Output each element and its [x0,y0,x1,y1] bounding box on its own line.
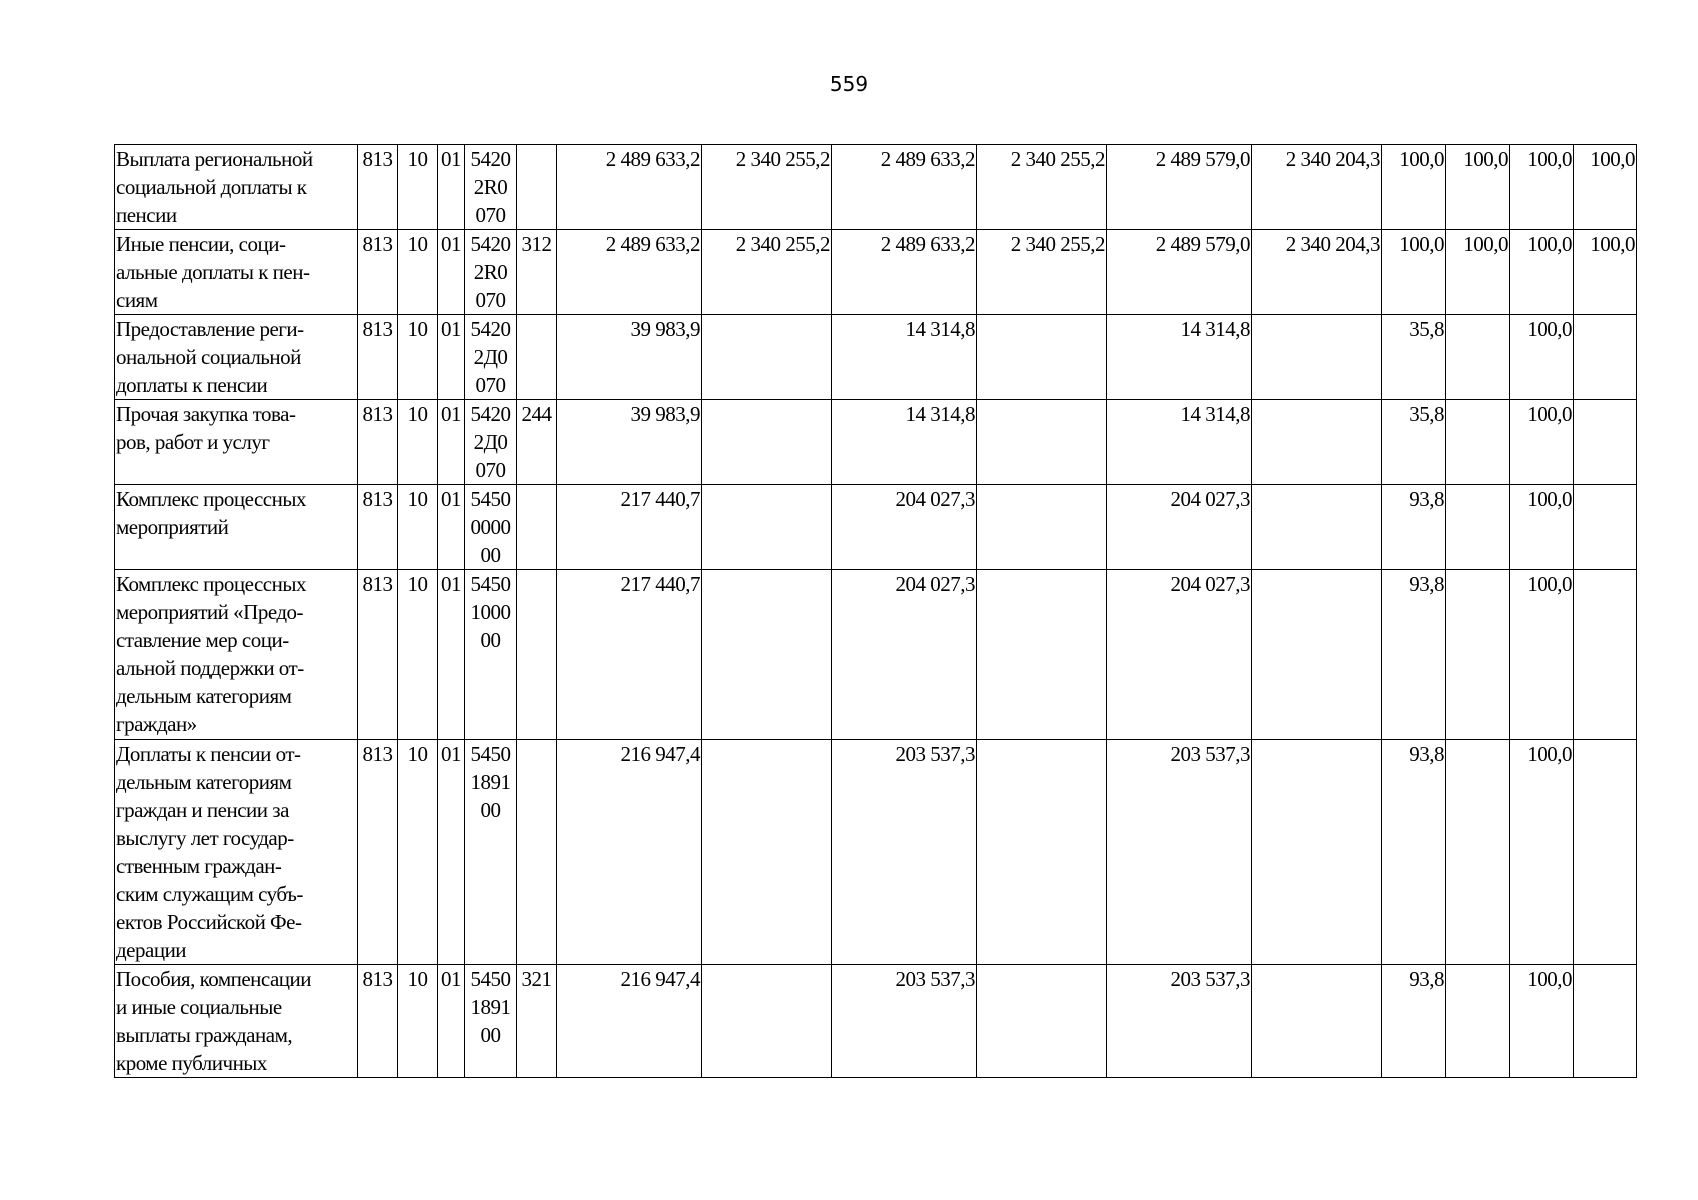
amount-cell [702,400,832,485]
percent-cell: 100,0 [1510,740,1574,965]
target-article-cell [465,965,517,1078]
grbs-code-cell: 813 [358,570,398,740]
page-number: 559 [829,72,869,96]
target-article-line: 5420 [470,147,511,171]
amount-cell: 2 489 579,0 [1107,230,1252,315]
item-name-line: сиям [116,288,158,312]
amount-cell: 2 340 255,2 [702,145,832,230]
item-name-cell [115,740,358,965]
item-name-line: мероприятий [116,515,229,539]
target-article-line: 2Д0 [473,345,508,369]
amount-cell [977,315,1107,400]
amount-cell: 2 489 633,2 [832,145,977,230]
amount-cell: 2 340 204,3 [1252,145,1382,230]
item-name-cell [115,145,358,230]
item-name-line: и иные социальные [116,995,282,1019]
percent-cell [1446,485,1510,570]
target-article-line: 070 [475,203,506,227]
amount-cell: 2 489 633,2 [557,230,702,315]
section-code-cell: 10 [398,740,438,965]
section-code-cell: 10 [398,315,438,400]
amount-cell: 204 027,3 [1107,485,1252,570]
subsection-code-cell: 01 [438,400,465,485]
amount-cell [1252,485,1382,570]
percent-cell: 35,8 [1382,400,1446,485]
amount-cell: 2 340 204,3 [1252,230,1382,315]
amount-cell: 203 537,3 [832,740,977,965]
amount-cell: 14 314,8 [832,400,977,485]
target-article-line: 0000 [470,515,511,539]
grbs-code-cell: 813 [358,230,398,315]
target-article-cell [465,485,517,570]
percent-cell: 100,0 [1510,315,1574,400]
amount-cell [702,570,832,740]
subsection-code-cell: 01 [438,230,465,315]
expense-type-cell: 312 [517,230,557,315]
percent-cell [1574,965,1637,1078]
section-code-cell: 10 [398,230,438,315]
amount-cell: 217 440,7 [557,485,702,570]
item-name-line: дельным категориям [116,684,292,708]
percent-cell: 100,0 [1574,145,1637,230]
section-code-cell: 10 [398,145,438,230]
target-article-line: 2R0 [473,175,508,199]
section-code-cell: 10 [398,485,438,570]
item-name-line: Выплата региональной [116,147,313,171]
percent-cell [1574,400,1637,485]
percent-cell: 100,0 [1574,230,1637,315]
amount-cell [702,485,832,570]
amount-cell [1252,740,1382,965]
expense-type-cell [517,485,557,570]
item-name-cell [115,570,358,740]
section-code-cell: 10 [398,570,438,740]
target-article-line: 00 [480,543,501,567]
amount-cell: 39 983,9 [557,315,702,400]
target-article-line: 2R0 [473,260,508,284]
percent-cell: 100,0 [1446,145,1510,230]
amount-cell: 39 983,9 [557,400,702,485]
amount-cell: 216 947,4 [557,965,702,1078]
item-name-line: пенсии [116,203,177,227]
item-name-line: социальной доплаты к [116,175,307,199]
target-article-cell [465,570,517,740]
amount-cell [702,740,832,965]
grbs-code-cell: 813 [358,400,398,485]
percent-cell: 100,0 [1510,230,1574,315]
item-name-line: Комплекс процессных [116,572,306,596]
target-article-cell [465,145,517,230]
percent-cell: 100,0 [1510,485,1574,570]
amount-cell [1252,315,1382,400]
amount-cell [977,570,1107,740]
target-article-line: 5450 [470,487,511,511]
target-article-line: 1891 [470,770,511,794]
item-name-line: выплаты гражданам, [116,1023,293,1047]
item-name-line: Прочая закупка това- [116,402,296,426]
amount-cell: 203 537,3 [1107,740,1252,965]
percent-cell [1446,315,1510,400]
subsection-code-cell: 01 [438,145,465,230]
table-row [115,965,1637,1078]
subsection-code-cell: 01 [438,740,465,965]
item-name-line: альной поддержки от- [116,656,304,680]
target-article-cell [465,740,517,965]
grbs-code-cell: 813 [358,965,398,1078]
percent-cell: 93,8 [1382,570,1446,740]
amount-cell: 14 314,8 [1107,315,1252,400]
target-article-line: 00 [480,798,501,822]
expense-type-cell [517,315,557,400]
item-name-line: Комплекс процессных [116,487,306,511]
item-name-line: выслугу лет государ- [116,826,294,850]
subsection-code-cell: 01 [438,315,465,400]
target-article-line: 00 [480,628,501,652]
target-article-line: 070 [475,288,506,312]
item-name-cell [115,485,358,570]
item-name-line: мероприятий «Предо- [116,600,304,624]
amount-cell: 217 440,7 [557,570,702,740]
target-article-line: 5450 [470,967,511,991]
subsection-code-cell: 01 [438,965,465,1078]
item-name-line: ров, работ и услуг [116,430,270,454]
table-row [115,400,1637,485]
target-article-line: 5450 [470,572,511,596]
percent-cell [1446,570,1510,740]
section-code-cell: 10 [398,400,438,485]
item-name-line: Предоставление реги- [116,317,304,341]
expense-type-cell: 244 [517,400,557,485]
item-name-line: граждан и пенсии за [116,798,289,822]
grbs-code-cell: 813 [358,740,398,965]
percent-cell: 100,0 [1510,400,1574,485]
target-article-line: 5420 [470,232,511,256]
target-article-line: 070 [475,373,506,397]
item-name-cell [115,315,358,400]
item-name-line: ставление мер соци- [116,628,289,652]
amount-cell: 204 027,3 [832,485,977,570]
amount-cell [977,485,1107,570]
percent-cell: 100,0 [1446,230,1510,315]
table-body [115,145,1637,1078]
item-name-line: альные доплаты к пен- [116,260,310,284]
amount-cell: 203 537,3 [1107,965,1252,1078]
percent-cell [1446,740,1510,965]
percent-cell [1574,740,1637,965]
amount-cell [702,315,832,400]
table-row [115,315,1637,400]
target-article-line: 5450 [470,742,511,766]
target-article-line: 1891 [470,995,511,1019]
item-name-line: доплаты к пенсии [116,373,268,397]
target-article-line: 2Д0 [473,430,508,454]
item-name-line: граждан» [116,712,197,736]
amount-cell: 2 340 255,2 [702,230,832,315]
amount-cell: 14 314,8 [1107,400,1252,485]
item-name-line: Иные пенсии, соци- [116,232,286,256]
target-article-line: 5420 [470,317,511,341]
percent-cell: 100,0 [1382,230,1446,315]
item-name-line: дельным категориям [116,770,292,794]
grbs-code-cell: 813 [358,485,398,570]
amount-cell: 2 489 633,2 [557,145,702,230]
amount-cell [977,965,1107,1078]
target-article-line: 1000 [470,600,511,624]
item-name-line: кроме публичных [116,1051,267,1075]
percent-cell [1574,570,1637,740]
percent-cell: 93,8 [1382,740,1446,965]
table-row [115,145,1637,230]
item-name-line: ским служащим субъ- [116,882,303,906]
section-code-cell: 10 [398,965,438,1078]
item-name-cell [115,400,358,485]
amount-cell [977,740,1107,965]
expense-type-cell [517,740,557,965]
item-name-line: ектов Российской Фе- [116,910,302,934]
percent-cell [1446,400,1510,485]
percent-cell: 93,8 [1382,965,1446,1078]
subsection-code-cell: 01 [438,485,465,570]
target-article-line: 5420 [470,402,511,426]
amount-cell [1252,570,1382,740]
percent-cell: 93,8 [1382,485,1446,570]
table-row [115,570,1637,740]
percent-cell [1574,485,1637,570]
target-article-line: 00 [480,1023,501,1047]
expense-type-cell [517,145,557,230]
percent-cell: 100,0 [1382,145,1446,230]
amount-cell: 14 314,8 [832,315,977,400]
percent-cell: 100,0 [1510,570,1574,740]
item-name-cell [115,230,358,315]
amount-cell: 216 947,4 [557,740,702,965]
amount-cell [1252,400,1382,485]
item-name-cell [115,965,358,1078]
item-name-line: Доплаты к пенсии от- [116,742,301,766]
amount-cell: 2 489 579,0 [1107,145,1252,230]
subsection-code-cell: 01 [438,570,465,740]
item-name-line: дерации [116,938,187,962]
percent-cell: 35,8 [1382,315,1446,400]
target-article-cell [465,230,517,315]
target-article-cell [465,315,517,400]
item-name-line: Пособия, компенсации [116,967,312,991]
amount-cell [1252,965,1382,1078]
amount-cell [702,965,832,1078]
table-row [115,740,1637,965]
amount-cell: 2 489 633,2 [832,230,977,315]
grbs-code-cell: 813 [358,315,398,400]
expense-type-cell: 321 [517,965,557,1078]
percent-cell: 100,0 [1510,965,1574,1078]
target-article-cell [465,400,517,485]
target-article-line: 070 [475,458,506,482]
amount-cell: 203 537,3 [832,965,977,1078]
amount-cell: 2 340 255,2 [977,145,1107,230]
percent-cell: 100,0 [1510,145,1574,230]
amount-cell: 204 027,3 [1107,570,1252,740]
table-row [115,230,1637,315]
expense-type-cell [517,570,557,740]
amount-cell [977,400,1107,485]
grbs-code-cell: 813 [358,145,398,230]
budget-table [114,144,1637,1078]
amount-cell: 204 027,3 [832,570,977,740]
item-name-line: ональной социальной [116,345,301,369]
item-name-line: ственным граждан- [116,854,282,878]
amount-cell: 2 340 255,2 [977,230,1107,315]
table-row [115,485,1637,570]
percent-cell [1574,315,1637,400]
percent-cell [1446,965,1510,1078]
